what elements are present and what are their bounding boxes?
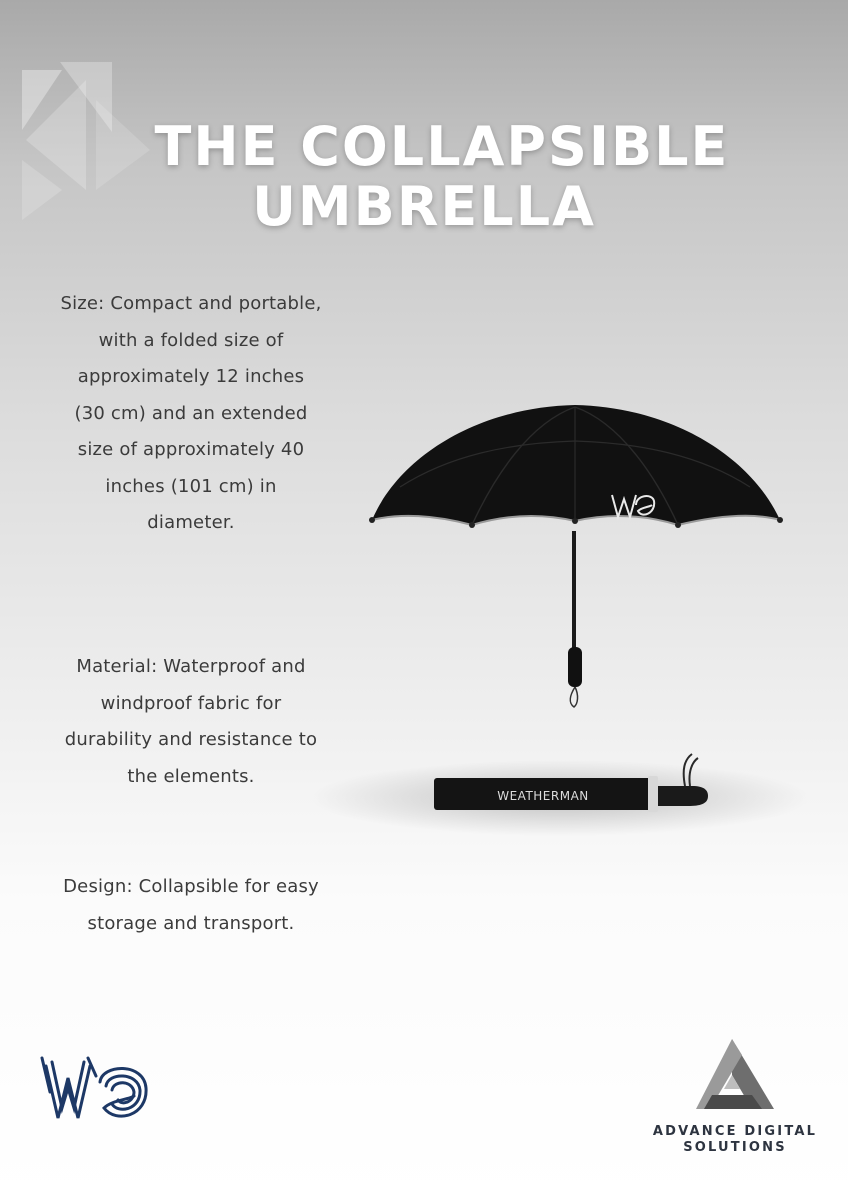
size-description: Size: Compact and portable, with a folded size of approximately 12 inches (30 cm) and an extended size of approximately 40 inches (101 cm) in diameter. — [60, 293, 322, 533]
material-description: Material: Waterproof and windproof fabric for durability and resistance to the elements. — [64, 656, 318, 787]
advance-digital-solutions-logo — [690, 1035, 780, 1115]
company-name-line-2: SOLUTIONS — [683, 1140, 787, 1155]
page-title-line-1: THE COLLAPSIBLE — [154, 115, 730, 178]
design-description: Design: Collapsible for easy storage and transport. — [63, 876, 319, 934]
page-title-line-2: UMBRELLA — [252, 175, 596, 238]
open-umbrella-image — [360, 395, 790, 725]
weatherman-wg-logo — [40, 1052, 152, 1132]
sleeve-brand-label: WEATHERMAN — [497, 789, 589, 803]
company-name-line-1: ADVANCE DIGITAL — [652, 1124, 818, 1139]
folded-umbrella-image — [300, 740, 820, 850]
